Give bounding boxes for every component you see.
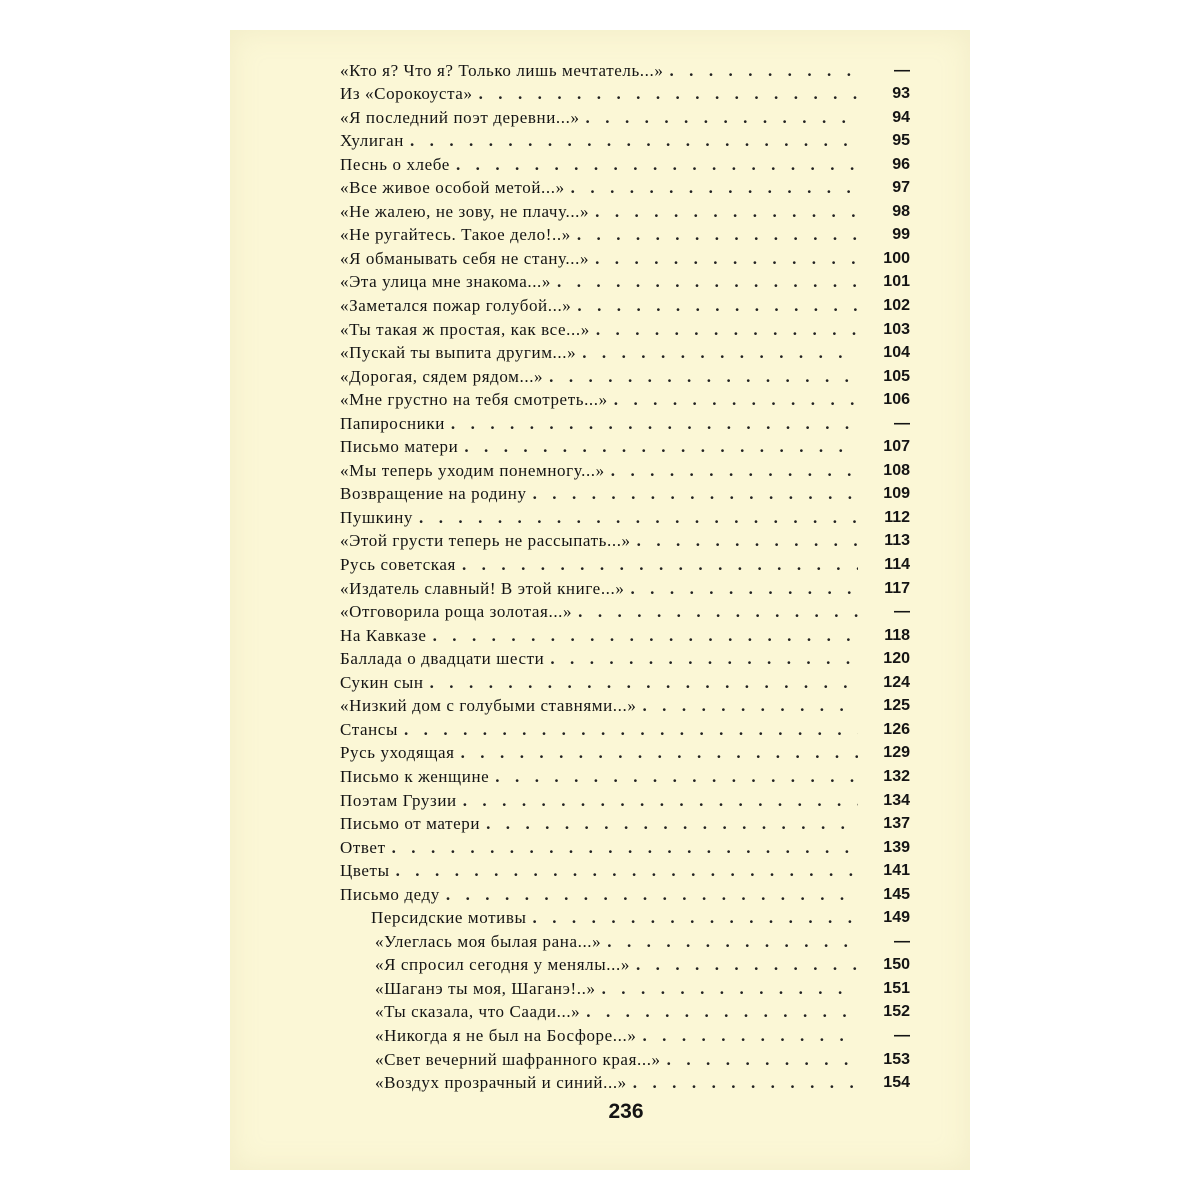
toc-entry xyxy=(340,576,910,600)
toc-entry-page: 126 xyxy=(883,720,910,738)
toc-entry xyxy=(340,1047,910,1071)
toc-entry-page: 154 xyxy=(883,1074,910,1092)
dot-leader xyxy=(446,883,858,906)
toc-entry-page: 112 xyxy=(884,508,910,526)
toc-entry-page: 99 xyxy=(892,226,910,244)
toc-entry-title: «Заметался пожар голубой...» xyxy=(340,296,572,316)
dot-leader xyxy=(549,365,858,388)
toc-entry-title: «Я последний поэт деревни...» xyxy=(340,107,580,127)
dot-leader xyxy=(462,553,858,576)
toc-entry-title: Ответ xyxy=(340,837,386,857)
toc-entry-title: «Отговорила роща золотая...» xyxy=(340,602,573,622)
toc-entry-title: Русь советская xyxy=(340,555,456,575)
toc-entry-page: 108 xyxy=(883,461,910,479)
dot-leader xyxy=(607,930,858,953)
dot-leader xyxy=(636,953,858,976)
toc-entry-title: Письмо матери xyxy=(340,437,459,457)
dot-leader xyxy=(463,789,858,812)
toc-entry xyxy=(340,293,910,317)
toc-entry xyxy=(340,246,910,270)
toc-entry xyxy=(340,317,910,341)
toc-entry-title: Персидские мотивы xyxy=(371,908,527,928)
toc-entry xyxy=(340,82,910,106)
dot-leader xyxy=(479,82,858,105)
toc-entry-title: Русь уходящая xyxy=(340,743,455,763)
dot-leader xyxy=(571,176,858,199)
table-of-contents xyxy=(340,58,910,1094)
dot-leader xyxy=(595,247,858,270)
toc-entry-title: Баллада о двадцати шести xyxy=(340,649,545,669)
toc-entry-page: 149 xyxy=(883,909,910,927)
toc-entry-title: Папиросники xyxy=(340,413,445,433)
toc-entry xyxy=(340,835,910,859)
toc-entry-page: 139 xyxy=(883,838,910,856)
toc-entry-page: 118 xyxy=(884,626,910,644)
dot-leader xyxy=(533,906,858,929)
toc-entry xyxy=(340,670,910,694)
toc-entry-page: 117 xyxy=(884,579,910,597)
toc-entry xyxy=(340,764,910,788)
toc-entry xyxy=(340,199,910,223)
toc-entry xyxy=(340,505,910,529)
toc-entry-title: «Эта улица мне знакома...» xyxy=(340,272,552,292)
dot-leader xyxy=(451,412,858,435)
dot-leader xyxy=(419,506,858,529)
toc-entry-title: «Этой грусти теперь не рассыпать...» xyxy=(340,531,631,551)
dot-leader xyxy=(586,106,858,129)
toc-entry-title: Сукин сын xyxy=(340,672,424,692)
dot-leader xyxy=(433,624,858,647)
toc-entry-page: 152 xyxy=(883,1003,910,1021)
toc-entry xyxy=(340,482,910,506)
toc-entry-page: 102 xyxy=(883,297,910,315)
toc-entry-page: — xyxy=(894,414,910,432)
toc-entry-title: Из «Сорокоуста» xyxy=(340,84,473,104)
toc-entry-title: «Ты сказала, что Саади...» xyxy=(375,1002,581,1022)
toc-entry-page: 120 xyxy=(883,650,910,668)
dot-leader xyxy=(533,482,858,505)
dot-leader xyxy=(633,1071,858,1094)
toc-entry-page: 114 xyxy=(884,556,910,574)
toc-entry xyxy=(340,129,910,153)
toc-entry xyxy=(340,929,910,953)
toc-entry-page: 94 xyxy=(892,108,910,126)
dot-leader xyxy=(410,129,858,152)
toc-entry-page: 103 xyxy=(883,320,910,338)
dot-leader xyxy=(577,294,858,317)
toc-entry-title: «Никогда я не был на Босфоре...» xyxy=(375,1025,637,1045)
dot-leader xyxy=(495,765,858,788)
toc-entry-title: Письмо от матери xyxy=(340,814,481,834)
toc-entry-title: «Ты такая ж простая, как все...» xyxy=(340,319,590,339)
toc-entry-title: «Мне грустно на тебя смотреть...» xyxy=(340,390,608,410)
page-number: 236 xyxy=(608,1100,644,1123)
dot-leader xyxy=(611,459,858,482)
toc-entry-page: 125 xyxy=(883,697,910,715)
dot-leader xyxy=(404,718,858,741)
toc-entry xyxy=(340,717,910,741)
toc-entry-page: 145 xyxy=(883,885,910,903)
toc-entry-page: 100 xyxy=(883,249,910,267)
toc-entry xyxy=(340,458,910,482)
toc-entry xyxy=(340,741,910,765)
toc-entry xyxy=(340,1071,910,1095)
toc-entry-title: «Не жалею, не зову, не плачу...» xyxy=(340,201,590,221)
dot-leader xyxy=(637,529,858,552)
toc-entry-page: 93 xyxy=(892,85,910,103)
toc-entry xyxy=(340,341,910,365)
toc-entry-page: 141 xyxy=(883,862,910,880)
dot-leader xyxy=(595,200,858,223)
dot-leader xyxy=(430,671,858,694)
dot-leader xyxy=(550,647,858,670)
toc-entry-page: 97 xyxy=(892,179,910,197)
toc-entry-page: 113 xyxy=(884,532,910,550)
toc-entry-page: 107 xyxy=(883,438,910,456)
toc-entry-page: — xyxy=(894,1026,910,1044)
toc-entry-page: 151 xyxy=(883,979,910,997)
toc-entry xyxy=(340,552,910,576)
dot-leader xyxy=(582,341,858,364)
toc-entry-title: «Все живое особой метой...» xyxy=(340,178,565,198)
toc-entry xyxy=(340,1000,910,1024)
toc-entry-title: «Шаганэ ты моя, Шаганэ!..» xyxy=(375,978,596,998)
toc-entry-page: 105 xyxy=(883,367,910,385)
toc-entry-title: «Свет вечерний шафранного края...» xyxy=(375,1049,661,1069)
toc-entry-title: Письмо деду xyxy=(340,884,440,904)
toc-entry-page: 95 xyxy=(892,132,910,150)
toc-entry-page: 129 xyxy=(883,744,910,762)
toc-entry-title: Пушкину xyxy=(340,507,414,527)
toc-entry xyxy=(340,694,910,718)
toc-entry-page: — xyxy=(894,61,910,79)
toc-entry-title: «Низкий дом с голубыми ставнями...» xyxy=(340,696,637,716)
toc-entry xyxy=(340,600,910,624)
toc-entry xyxy=(340,364,910,388)
toc-entry-title: «Воздух прозрачный и синий...» xyxy=(375,1073,627,1093)
dot-leader xyxy=(578,600,858,623)
toc-entry-title: «Пускай ты выпита другим...» xyxy=(340,343,577,363)
toc-entry xyxy=(340,906,910,930)
toc-entry-page: 124 xyxy=(883,673,910,691)
toc-entry-page: 101 xyxy=(883,273,910,291)
toc-entry xyxy=(340,953,910,977)
dot-leader xyxy=(602,977,858,1000)
toc-entry xyxy=(340,1023,910,1047)
toc-entry-page: 106 xyxy=(883,391,910,409)
toc-entry xyxy=(340,647,910,671)
toc-entry-title: Стансы xyxy=(340,719,398,739)
toc-entry-page: — xyxy=(894,603,910,621)
dot-leader xyxy=(392,836,858,859)
toc-entry xyxy=(340,435,910,459)
dot-leader xyxy=(461,741,858,764)
toc-entry-title: «Улеглась моя былая рана...» xyxy=(375,931,602,951)
toc-entry xyxy=(340,529,910,553)
toc-entry-title: Возвращение на родину xyxy=(340,484,527,504)
toc-entry xyxy=(340,623,910,647)
toc-entry-title: Письмо к женщине xyxy=(340,766,490,786)
toc-entry-title: Цветы xyxy=(340,861,390,881)
toc-entry-page: 153 xyxy=(883,1050,910,1068)
dot-leader xyxy=(596,318,858,341)
toc-entry-title: «Издатель славный! В этой книге...» xyxy=(340,578,625,598)
toc-entry-title: Поэтам Грузии xyxy=(340,790,457,810)
toc-entry xyxy=(340,105,910,129)
dot-leader xyxy=(614,388,858,411)
toc-entry-page: 109 xyxy=(883,485,910,503)
toc-entry-page: 137 xyxy=(883,815,910,833)
dot-leader xyxy=(396,859,858,882)
toc-entry-page: 104 xyxy=(883,344,910,362)
toc-entry xyxy=(340,788,910,812)
toc-entry-title: «Мы теперь уходим понемногу...» xyxy=(340,460,605,480)
toc-entry xyxy=(340,388,910,412)
dot-leader xyxy=(577,223,858,246)
toc-entry-title: Песнь о хлебе xyxy=(340,154,450,174)
toc-entry-page: 98 xyxy=(892,202,910,220)
dot-leader xyxy=(642,694,858,717)
toc-entry xyxy=(340,223,910,247)
dot-leader xyxy=(486,812,858,835)
toc-entry-page: 134 xyxy=(883,791,910,809)
toc-entry-page: 132 xyxy=(883,767,910,785)
toc-entry-title: Хулиган xyxy=(340,131,404,151)
toc-entry xyxy=(340,411,910,435)
dot-leader xyxy=(456,153,858,176)
toc-entry xyxy=(340,270,910,294)
toc-entry-title: «Не ругайтесь. Такое дело!..» xyxy=(340,225,571,245)
toc-entry-page: 96 xyxy=(892,155,910,173)
dot-leader xyxy=(642,1024,858,1047)
dot-leader xyxy=(586,1000,858,1023)
toc-entry-title: На Кавказе xyxy=(340,625,427,645)
dot-leader xyxy=(557,270,858,293)
toc-entry xyxy=(340,976,910,1000)
dot-leader xyxy=(667,1048,858,1071)
toc-entry-title: «Я спросил сегодня у менялы...» xyxy=(375,955,630,975)
toc-entry-title: «Кто я? Что я? Только лишь мечтатель...» xyxy=(340,60,664,80)
toc-entry-page: — xyxy=(894,932,910,950)
dot-leader xyxy=(464,435,858,458)
toc-entry xyxy=(340,58,910,82)
toc-entry xyxy=(340,882,910,906)
toc-entry-page: 150 xyxy=(883,956,910,974)
toc-entry xyxy=(340,812,910,836)
dot-leader xyxy=(669,59,858,82)
dot-leader xyxy=(630,577,858,600)
toc-entry-title: «Я обманывать себя не стану...» xyxy=(340,248,590,268)
toc-entry xyxy=(340,152,910,176)
toc-entry-title: «Дорогая, сядем рядом...» xyxy=(340,366,544,386)
toc-entry xyxy=(340,859,910,883)
toc-entry xyxy=(340,176,910,200)
